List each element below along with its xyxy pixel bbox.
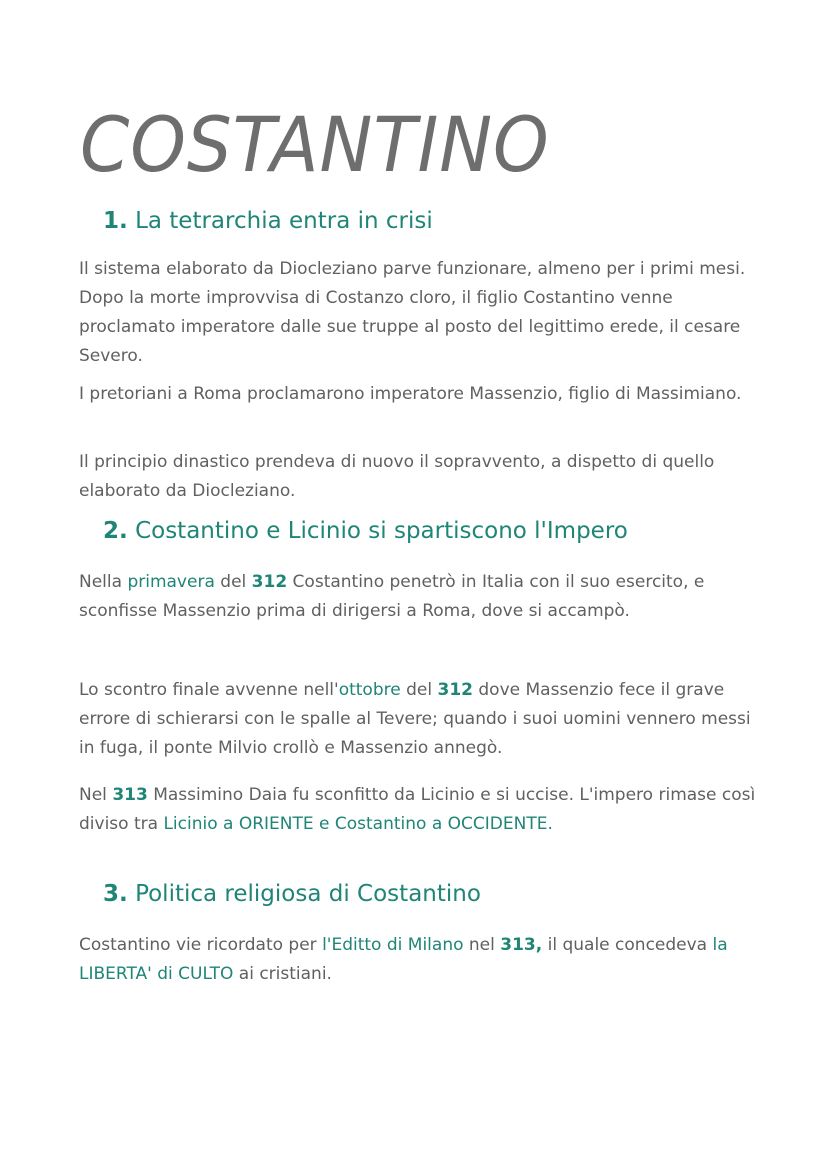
section-2-number: 2. [103, 518, 128, 544]
highlight-number: 313 [112, 785, 148, 805]
highlight-text: primavera [127, 572, 215, 592]
section-1-paragraph-3: Il principio dinastico prendeva di nuovo il sopravvento, a dispetto di quello elaborato da Diocleziano. [79, 452, 715, 501]
highlight-number: 312 [437, 680, 473, 700]
section-2-paragraph-1: Nella primavera del 312 Costantino penetrò in Italia con il suo esercito, e sconfisse Massenzio prima di dirigersi a Roma, dove si accampò. [79, 572, 705, 621]
section-2-title: Costantino e Licinio si spartiscono l'Impero [135, 518, 628, 544]
section-2-paragraph-3: Nel 313 Massimino Daia fu sconfitto da Licinio e si uccise. L'impero rimase così diviso tra Licinio a ORIENTE e Costantino a OCCIDENTE. [79, 785, 756, 834]
section-3-number: 3. [103, 881, 128, 907]
highlight-text: ottobre [338, 680, 401, 700]
page-title: COSTANTINO [80, 100, 550, 189]
section-1-paragraph-2: I pretoriani a Roma proclamarono imperatore Massenzio, figlio di Massimiano. [79, 384, 742, 404]
section-1-title: La tetrarchia entra in crisi [135, 208, 433, 234]
section-2-heading [103, 518, 628, 544]
section-3-title: Politica religiosa di Costantino [135, 881, 481, 907]
section-3-heading [103, 881, 481, 907]
section-2-paragraph-2: Lo scontro finale avvenne nell'ottobre del 312 dove Massenzio fece il grave errore di schierarsi con le spalle al Tevere; quando i suoi uomini vennero messi in fuga, il ponte Milvio crollò e Massenzio annegò. [79, 680, 751, 758]
highlight-number: 313, [500, 935, 543, 955]
section-1-heading [103, 208, 433, 234]
highlight-text: la LIBERTA' di CULTO [79, 935, 728, 984]
section-3-paragraph-1: Costantino vie ricordato per l'Editto di Milano nel 313, il quale concedeva la LIBERTA' di CULTO ai cristiani. [79, 935, 728, 984]
highlight-text: l'Editto di Milano [322, 935, 464, 955]
section-1-paragraph-1: Il sistema elaborato da Diocleziano parve funzionare, almeno per i primi mesi. Dopo la morte improvvisa di Costanzo cloro, il figlio Costantino venne proclamato imperatore dalle sue truppe al posto del legittimo erede, il cesare Severo. [79, 259, 746, 366]
highlight-number: 312 [251, 572, 288, 592]
section-1-number: 1. [103, 208, 128, 234]
highlight-text: Licinio a ORIENTE e Costantino a OCCIDENTE [163, 814, 548, 834]
